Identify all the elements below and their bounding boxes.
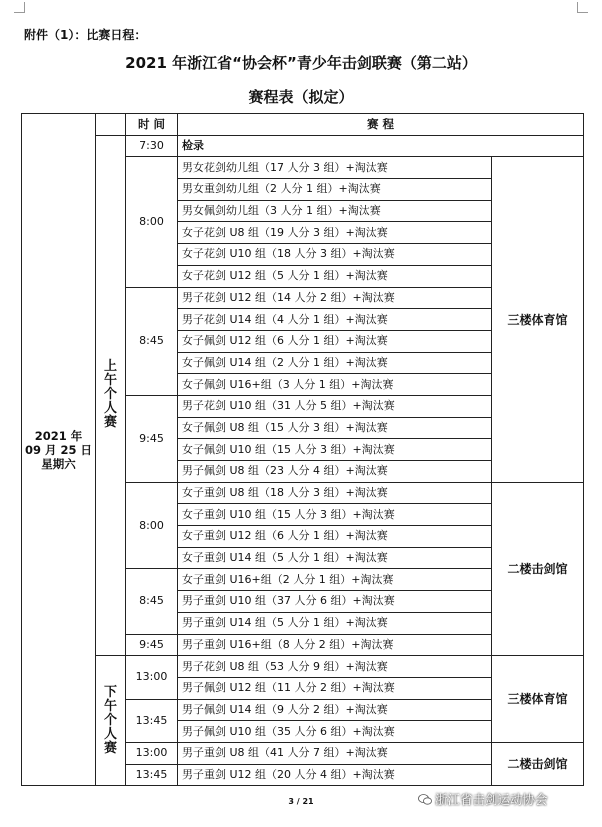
event-cell: 女子重剑 U14 组（5 人分 1 组）+淘汰赛	[178, 547, 492, 569]
time-cell: 9:45	[126, 395, 178, 482]
time-cell: 8:00	[126, 157, 178, 287]
event-cell: 男子花剑 U14 组（4 人分 1 组）+淘汰赛	[178, 309, 492, 331]
event-cell: 女子重剑 U16+组（2 人分 1 组）+淘汰赛	[178, 569, 492, 591]
event-cell: 男子重剑 U16+组（8 人分 2 组）+淘汰赛	[178, 634, 492, 656]
wechat-icon	[418, 794, 432, 805]
event-cell: 男女佩剑幼儿组（3 人分 1 组）+淘汰赛	[178, 200, 492, 222]
event-cell: 女子佩剑 U8 组（15 人分 3 组）+淘汰赛	[178, 417, 492, 439]
header-time: 时 间	[126, 114, 178, 136]
event-cell: 男子佩剑 U10 组（35 人分 6 组）+淘汰赛	[178, 721, 492, 743]
watermark-text: 浙江省击剑运动协会	[435, 792, 548, 807]
annex-label: 附件（1）：比赛日程：	[24, 28, 147, 42]
table-row	[22, 656, 584, 678]
document-subtitle: 赛程表（拟定）	[248, 88, 354, 106]
event-cell: 女子花剑 U10 组（18 人分 3 组）+淘汰赛	[178, 244, 492, 266]
event-cell: 男子重剑 U8 组（41 人分 7 组）+淘汰赛	[178, 742, 492, 764]
venue-cell: 二楼击剑馆	[492, 742, 584, 785]
event-cell: 男子佩剑 U12 组（11 人分 2 组）+淘汰赛	[178, 677, 492, 699]
date-weekday: 星期六	[41, 456, 76, 471]
venue-cell: 三楼体育馆	[492, 157, 584, 482]
session-am: 上午个人赛	[96, 135, 126, 656]
crop-mark-top-right	[577, 2, 588, 13]
event-cell: 男子重剑 U10 组（37 人分 6 组）+淘汰赛	[178, 591, 492, 613]
document-title: 2021 年浙江省“协会杯”青少年击剑联赛（第二站）	[125, 54, 477, 72]
event-cell: 男子重剑 U14 组（5 人分 1 组）+淘汰赛	[178, 612, 492, 634]
crop-mark-top-left	[14, 2, 25, 13]
event-cell: 女子重剑 U10 组（15 人分 3 组）+淘汰赛	[178, 504, 492, 526]
event-cell: 女子佩剑 U14 组（2 人分 1 组）+淘汰赛	[178, 352, 492, 374]
event-cell: 女子佩剑 U12 组（6 人分 1 组）+淘汰赛	[178, 330, 492, 352]
header-blank	[96, 114, 126, 136]
event-cell: 男子花剑 U10 组（31 人分 5 组）+淘汰赛	[178, 395, 492, 417]
event-cell: 女子重剑 U8 组（18 人分 3 组）+淘汰赛	[178, 482, 492, 504]
time-cell: 8:45	[126, 569, 178, 634]
event-cell: 男子佩剑 U14 组（9 人分 2 组）+淘汰赛	[178, 699, 492, 721]
session-pm: 下午个人赛	[96, 656, 126, 786]
date-day: 09 月 25 日	[24, 442, 93, 457]
event-cell: 男子花剑 U12 组（14 人分 2 组）+淘汰赛	[178, 287, 492, 309]
time-cell: 13:00	[126, 656, 178, 699]
event-cell: 女子花剑 U8 组（19 人分 3 组）+淘汰赛	[178, 222, 492, 244]
schedule-table	[21, 113, 584, 786]
time-cell: 8:00	[126, 482, 178, 569]
time-cell: 13:45	[126, 764, 178, 786]
time-cell: 13:00	[126, 742, 178, 764]
event-cell: 男子佩剑 U8 组（23 人分 4 组）+淘汰赛	[178, 461, 492, 483]
event-cell: 男子花剑 U8 组（53 人分 9 组）+淘汰赛	[178, 656, 492, 678]
watermark	[418, 790, 548, 808]
venue-cell: 二楼击剑馆	[492, 482, 584, 656]
event-cell: 男子重剑 U12 组（20 人分 4 组）+淘汰赛	[178, 764, 492, 786]
date-cell	[22, 114, 96, 786]
event-cell: 男女花剑幼儿组（17 人分 3 组）+淘汰赛	[178, 157, 492, 179]
time-cell: 7:30	[126, 135, 178, 157]
time-cell: 8:45	[126, 287, 178, 395]
event-cell: 女子佩剑 U10 组（15 人分 3 组）+淘汰赛	[178, 439, 492, 461]
event-cell: 男女重剑幼儿组（2 人分 1 组）+淘汰赛	[178, 179, 492, 201]
time-cell: 13:45	[126, 699, 178, 742]
page-number: 3 / 21	[288, 797, 314, 806]
event-cell: 女子重剑 U12 组（6 人分 1 组）+淘汰赛	[178, 526, 492, 548]
date-year: 2021 年	[34, 428, 83, 443]
event-cell: 女子花剑 U12 组（5 人分 1 组）+淘汰赛	[178, 265, 492, 287]
time-cell: 9:45	[126, 634, 178, 656]
table-header-row	[22, 114, 584, 136]
table-row	[22, 135, 584, 157]
venue-cell: 三楼体育馆	[492, 656, 584, 743]
event-cell: 女子佩剑 U16+组（3 人分 1 组）+淘汰赛	[178, 374, 492, 396]
header-schedule: 赛 程	[178, 114, 584, 136]
event-cell: 检录	[178, 135, 584, 157]
